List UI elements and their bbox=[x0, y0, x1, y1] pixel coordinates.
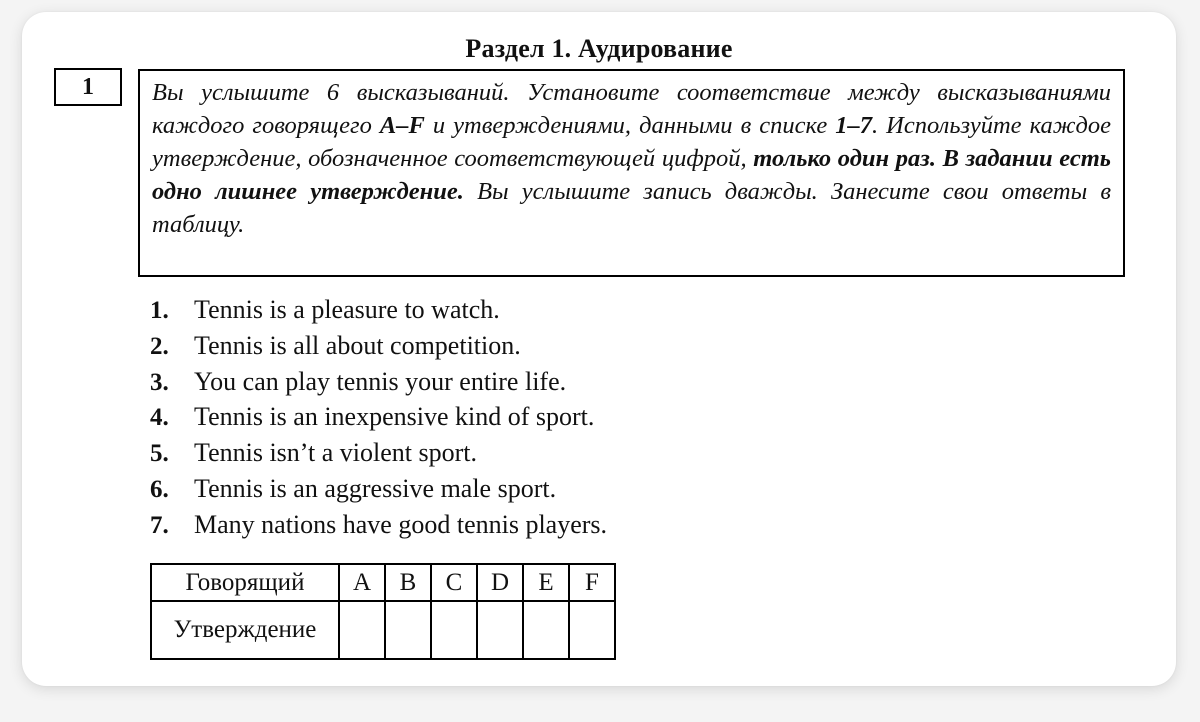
task-number: 1 bbox=[54, 68, 122, 106]
statement-item bbox=[150, 399, 607, 435]
statement-text: Tennis is all about competition. bbox=[194, 330, 521, 360]
statements-list bbox=[150, 292, 607, 543]
statement-number: 5. bbox=[150, 440, 169, 468]
answer-table bbox=[150, 563, 616, 660]
statement-text: Tennis isn’t a violent sport. bbox=[194, 438, 477, 468]
answer-cell[interactable] bbox=[385, 601, 431, 659]
instruction-box bbox=[138, 69, 1125, 277]
statement-item bbox=[150, 507, 607, 543]
answer-cell[interactable] bbox=[477, 601, 523, 659]
statement-text: Tennis is an aggressive male sport. bbox=[194, 473, 557, 503]
speaker-cell: A bbox=[339, 564, 385, 601]
statement-item bbox=[150, 292, 607, 328]
statement-item bbox=[150, 364, 607, 400]
statement-number: 1. bbox=[150, 297, 169, 324]
section-title: Раздел 1. Аудирование bbox=[465, 34, 733, 63]
speaker-header: Говорящий bbox=[151, 564, 339, 601]
statement-header: Утверждение bbox=[151, 601, 339, 659]
statement-text: Tennis is a pleasure to watch. bbox=[194, 295, 500, 324]
instruction-text-3: . Используйте каждое утверждение, обозначенное соответствующей цифрой, bbox=[152, 112, 1112, 172]
speaker-cell: E bbox=[523, 564, 569, 601]
statement-number: 7. bbox=[150, 511, 169, 539]
statement-number: 3. bbox=[150, 368, 169, 396]
statement-text: You can play tennis your entire life. bbox=[194, 366, 567, 396]
statements-range: 1–7 bbox=[835, 112, 873, 139]
speaker-cell: C bbox=[431, 564, 477, 601]
statement-number: 2. bbox=[150, 332, 169, 360]
statement-item bbox=[150, 471, 607, 507]
instruction-emphasis: только один раз. В задании есть одно лишнее утверждение. bbox=[152, 145, 1111, 205]
document-card bbox=[22, 12, 1176, 686]
statement-row bbox=[151, 601, 615, 659]
speaker-cell: D bbox=[477, 564, 523, 601]
instruction-text-1: Вы услышите 6 высказываний. Установите соответствие между высказываниями каждого говорящего bbox=[152, 79, 1111, 139]
statement-item bbox=[150, 328, 607, 364]
answer-cell[interactable] bbox=[569, 601, 615, 659]
statement-text: Many nations have good tennis players. bbox=[194, 509, 608, 539]
answer-cell[interactable] bbox=[431, 601, 477, 659]
statement-item bbox=[150, 435, 607, 471]
statement-number: 4. bbox=[150, 404, 169, 432]
instruction-text-4: Вы услышите запись дважды. Занесите свои ответы в таблицу. bbox=[152, 178, 1111, 238]
statement-number: 6. bbox=[150, 475, 169, 503]
speaker-row bbox=[151, 564, 615, 601]
answer-cell[interactable] bbox=[523, 601, 569, 659]
speaker-cell: B bbox=[385, 564, 431, 601]
speakers-range: A–F bbox=[379, 112, 425, 139]
answer-cell[interactable] bbox=[339, 601, 385, 659]
speaker-cell: F bbox=[569, 564, 615, 601]
instruction-text-2: и утверждениями, данными в списке bbox=[424, 112, 836, 139]
statement-text: Tennis is an inexpensive kind of sport. bbox=[194, 402, 595, 432]
